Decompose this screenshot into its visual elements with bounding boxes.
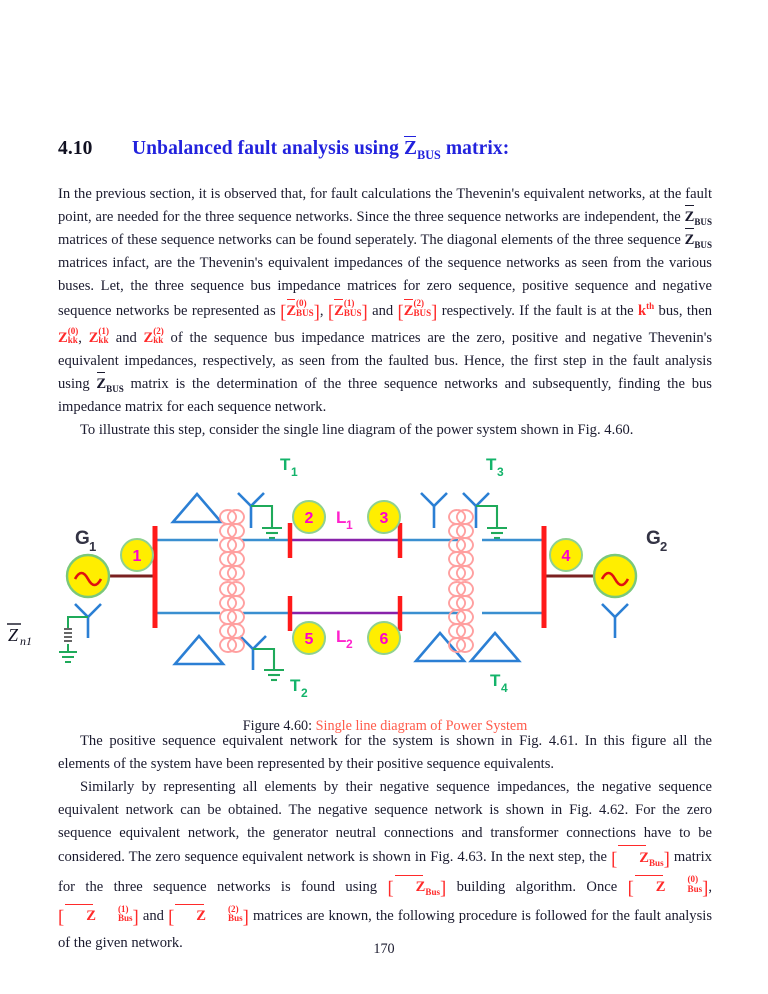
zbus-neg-seq-symbol-2: [ Z (2) Bus ] [168,903,249,929]
svg-text:L: L [336,626,347,646]
p4-a: Similarly by representing all elements by their negative sequence impedances, the negative sequence equivalent network can be obtained. The negative sequence network is shown in Fig. 4.62. For the zero sequence equivalent network, the generator neutral connections and transformer connections have to be considered. The zero sequence equivalent network is shown in Fig. 4.63. In the next step, the [58,778,712,866]
svg-text:G: G [75,527,90,549]
svg-text:1: 1 [89,538,97,554]
zbus-zero-seq-symbol-2: [ Z (0) Bus ] [627,874,709,899]
svg-text:2: 2 [660,538,668,554]
svg-text:5: 5 [304,630,314,648]
svg-text:T: T [490,670,501,690]
p1-g: bus, then [654,303,712,320]
section-heading [58,138,712,163]
svg-text:T: T [486,454,497,474]
transformer-coils-T4 [449,582,473,652]
zbus-symbol-heading: $Z_{BUS}$ [403,138,441,162]
line-label-L1 [336,508,353,532]
p1-f: respectively. If the fault is at the [437,303,638,320]
svg-text:4: 4 [501,680,508,695]
svg-text:Z: Z [8,624,19,645]
zbus-symbol: $Z_{BUS}$ [96,376,123,392]
svg-text:T: T [280,454,291,474]
zbus-bracket-symbol: [ $Z_{Bus}$] [387,877,447,899]
zkk-zero-symbol: Z (0) kk [58,325,79,347]
bus-badge-2 [293,501,325,533]
delta-winding-icon-T1 [173,494,221,522]
bus-badge-5 [293,622,325,654]
transformer-coils-T3 [449,510,473,580]
section-number: 4.10 [58,138,93,159]
zbus-bracket-symbol: [ $Z_{Bus}$] [611,848,670,870]
svg-text:3: 3 [379,509,389,527]
generator-neutral-wye-G2 [602,604,628,638]
section-title [132,138,509,163]
p4-e: and [138,908,169,925]
generator-G1 [67,528,109,597]
svg-text:3: 3 [497,464,504,479]
p4-d: , [708,878,712,895]
transformer-coils-T2 [220,582,244,652]
svg-text:1: 1 [132,547,142,565]
zbus-zero-seq-symbol: [Z (0) BUS ] [280,298,320,323]
zbus-symbol: $Z_{BUS}$ [685,232,712,248]
zbus-pos-seq-symbol: [Z (1) BUS ] [327,298,368,323]
p1-a: In the previous section, it is observed that, for fault calculations the Thevenin's equivalent networks, at the fault point, are needed for the three sequence networks. Since the three sequence networks are independent, the [58,185,712,225]
generator-G2 [594,528,667,597]
svg-text:L: L [336,507,347,527]
p4-c: building algorithm. Once [446,878,628,895]
bus-badge-3 [368,501,400,533]
p1-c: matrices infact, are the Thevenin's equivalent impedances of the sequence networks as seen from the various buses. Let, the three sequence bus impedance matrices for zero sequence, positive sequence and negative sequence networks be represented as [58,255,712,320]
zkk-pos-symbol: Z (1) kk [88,325,109,347]
neutral-impedance-label [7,624,32,648]
wye-grounded-winding-icon-T2 [240,636,284,680]
bus-badge-4 [550,539,582,571]
section-title-prefix: Unbalanced fault analysis using [132,138,404,159]
zbus-symbol: $Z_{BUS}$ [685,209,712,225]
transformer-coils-T1 [220,510,244,580]
p1-h: , [78,330,89,347]
zbus-pos-seq-symbol-2: [ Z (1) Bus ] [58,903,139,929]
p1-b: matrices of these sequence networks can be found seperately. The diagonal elements of the three sequence [58,231,685,248]
svg-text:2: 2 [304,509,314,527]
svg-text:n1: n1 [20,633,32,648]
svg-text:G: G [646,527,661,549]
paragraph-illustrate: To illustrate this step, consider the single line diagram of the power system shown in Fig. 4.60. [80,421,634,438]
delta-winding-icon-T4-secondary [471,633,519,661]
zbus-neg-seq-symbol: [Z (2) BUS ] [397,298,438,323]
transformer-label-T4 [490,671,508,695]
figure-caption-label: Figure 4.60: [242,717,313,734]
svg-text:2: 2 [301,685,308,700]
kth-symbol: $k^{th}$ [638,301,655,320]
transformer-label-T2 [290,676,308,700]
feeder-lines [155,540,544,613]
svg-text:1: 1 [291,464,298,479]
svg-text:6: 6 [379,630,389,648]
page-number: 170 [373,941,395,957]
svg-text:2: 2 [346,636,353,651]
figure-caption [58,718,712,735]
svg-text:4: 4 [561,547,571,565]
paragraph-negative-zero-sequence [58,776,712,956]
p4-f: matrices are known, the following procedure is followed for the fault analysis of the given network. [58,908,712,952]
svg-text:T: T [290,675,301,695]
line-label-L2 [336,627,353,651]
generator-neutral-wye-G1 [75,604,101,638]
paragraph-positive-sequence: The positive sequence equivalent network for the system is shown in Fig. 4.61. In this figure all the elements of the system have been represented by their positive sequence equivalents. [58,732,712,772]
wye-grounded-winding-icon-T3 [463,493,507,538]
paragraph-intro [58,183,712,419]
delta-winding-icon-T2 [175,636,223,664]
p1-j: of the sequence bus impedance matrices are the zero, positive and negative Thevenin's equivalent impedances, respectively, as seen from the faulted bus. Hence, the first step in the fault analysis using [58,330,713,392]
p1-d: , [319,303,328,320]
bus-badge-1 [121,539,153,571]
page-content [8,138,713,955]
p1-i: and [108,330,144,347]
p1-k: matrix is the determination of the three sequence networks and subsequently, finding the bus impedance matrix for each sequence network. [58,375,712,416]
p1-e: and [367,303,398,320]
single-line-diagram [8,448,712,716]
figure-4-60 [8,448,712,734]
zkk-neg-symbol: Z (2) kk [143,325,164,347]
transformer-label-T1 [280,455,298,479]
figure-caption-text: Single line diagram of Power System [315,717,528,734]
section-title-suffix: matrix: [440,138,510,159]
svg-text:1: 1 [346,517,353,532]
transformer-label-T3 [486,455,504,479]
bus-badge-6 [368,622,400,654]
wye-winding-icon-T3 [421,493,447,528]
p4-b: matrix for the three sequence networks is found using [58,849,712,895]
neutral-grounding-impedance [59,617,88,662]
